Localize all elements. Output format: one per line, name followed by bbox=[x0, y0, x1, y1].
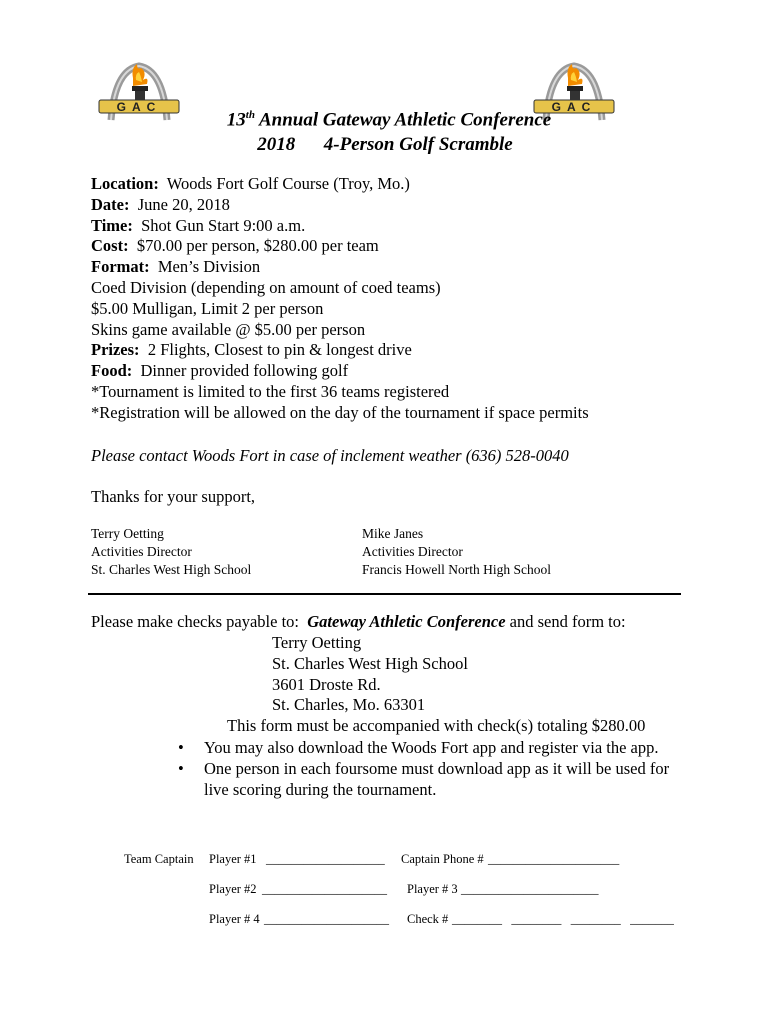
detail-prizes: Prizes: 2 Flights, Closest to pin & longest drive bbox=[91, 340, 412, 360]
player1-field[interactable]: ___________________ bbox=[266, 852, 385, 866]
signature-left-school: St. Charles West High School bbox=[91, 562, 252, 577]
detail-registration: *Registration will be allowed on the day of the tournament if space permits bbox=[91, 402, 589, 422]
page-title: 13th Annual Gateway Athletic Conference bbox=[226, 109, 552, 131]
player4-label: Player # 4 bbox=[209, 912, 260, 926]
logo-text-right: GAC bbox=[551, 100, 597, 114]
signature-left bbox=[91, 525, 251, 579]
divider bbox=[88, 593, 681, 595]
bullet-dot-icon: • bbox=[178, 738, 184, 757]
signature-right-name: Mike Janes bbox=[362, 526, 424, 541]
payable-org: Gateway Athletic Conference bbox=[307, 612, 506, 631]
address-line: St. Charles, Mo. 63301 bbox=[272, 695, 426, 715]
detail-cost: Cost: $70.00 per person, $280.00 per team bbox=[91, 236, 379, 256]
logo-text-left: GAC bbox=[116, 100, 162, 114]
check-fields[interactable]: ________ ________ ________ _______ bbox=[452, 912, 674, 926]
player2-label: Player #2 bbox=[209, 882, 257, 896]
detail-location: Location: Woods Fort Golf Course (Troy, Mo.) bbox=[91, 174, 410, 193]
event-details bbox=[91, 174, 589, 424]
player2-field[interactable]: ____________________ bbox=[262, 882, 387, 896]
check-requirement: This form must be accompanied with check(s) totaling $280.00 bbox=[227, 716, 646, 735]
signature-right-title: Activities Director bbox=[362, 544, 463, 559]
bullet-item: • You may also download the Woods Fort app and register via the app. bbox=[178, 738, 659, 757]
detail-food: Food: Dinner provided following golf bbox=[91, 361, 349, 381]
address-line: Terry Oetting bbox=[272, 633, 362, 652]
player3-field[interactable]: ______________________ bbox=[461, 882, 599, 896]
bullet-list bbox=[178, 738, 688, 800]
signature-right bbox=[362, 525, 551, 579]
detail-mulligan: $5.00 Mulligan, Limit 2 per person bbox=[91, 298, 324, 318]
signature-left-title: Activities Director bbox=[91, 544, 192, 559]
detail-skins: Skins game available @ $5.00 per person bbox=[91, 319, 366, 339]
captain-phone-field[interactable]: _____________________ bbox=[488, 852, 620, 866]
bullet-item: • One person in each foursome must download app as it will be used for live scoring during the tournament. bbox=[178, 758, 670, 799]
signature-left-name: Terry Oetting bbox=[91, 526, 164, 541]
detail-coed: Coed Division (depending on amount of coed teams) bbox=[91, 277, 441, 297]
captain-phone-label: Captain Phone # bbox=[401, 852, 484, 866]
check-label: Check # bbox=[407, 912, 449, 926]
address-line: St. Charles West High School bbox=[272, 653, 468, 673]
weather-note: Please contact Woods Fort in case of inclement weather (636) 528-0040 bbox=[91, 446, 569, 465]
signature-right-school: Francis Howell North High School bbox=[362, 562, 551, 577]
detail-date: Date: June 20, 2018 bbox=[91, 194, 230, 214]
bullet-dot-icon: • bbox=[178, 758, 184, 778]
mailing-address bbox=[272, 633, 468, 716]
detail-time: Time: Shot Gun Start 9:00 a.m. bbox=[91, 215, 306, 235]
player4-field[interactable]: ____________________ bbox=[264, 912, 389, 926]
player3-label: Player # 3 bbox=[407, 882, 458, 896]
detail-format: Format: Men’s Division bbox=[91, 257, 261, 277]
detail-team-limit: *Tournament is limited to the first 36 teams registered bbox=[91, 381, 450, 401]
page-subtitle: 2018 4-Person Golf Scramble bbox=[257, 134, 513, 155]
player1-label: Player #1 bbox=[209, 852, 257, 866]
address-line: 3601 Droste Rd. bbox=[272, 674, 381, 694]
thanks-text: Thanks for your support, bbox=[91, 487, 256, 506]
team-captain-label: Team Captain bbox=[124, 852, 194, 866]
payable-instructions: Please make checks payable to: Gateway Athletic Conference and send form to: bbox=[91, 612, 626, 631]
